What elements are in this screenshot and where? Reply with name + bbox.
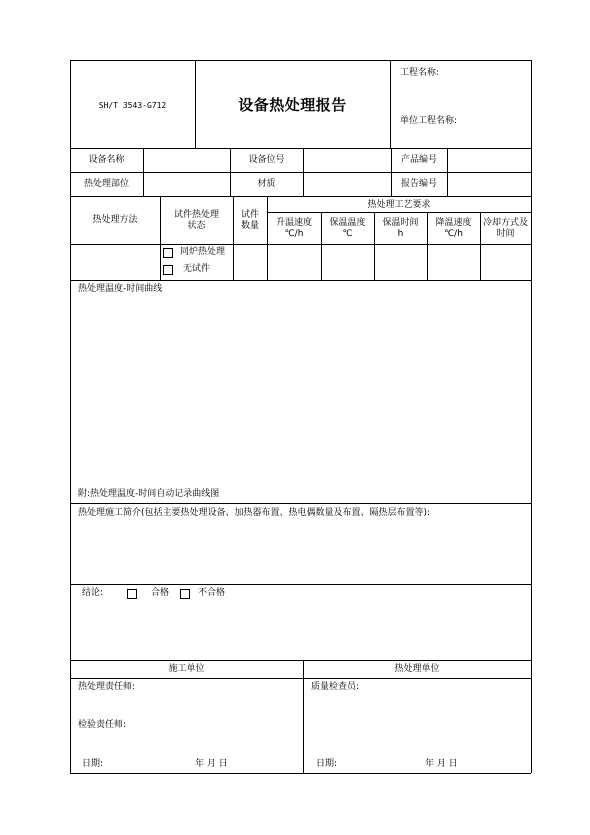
requirement-col-unit: 时间 (496, 229, 515, 239)
specimen-state-label: 状态 (187, 221, 206, 231)
row-line (267, 212, 531, 213)
curve-attachment: 附:热处理温度-时间自动记录曲线图 (78, 489, 220, 499)
equipment-name-label: 设备名称 (88, 155, 125, 165)
method-label: 热处理方法 (92, 215, 138, 225)
requirement-col-header: 保温温度 (329, 218, 366, 228)
specimen-qty-label: 数量 (240, 221, 259, 231)
unit-project-label: 单位工程名称: (400, 116, 458, 126)
standard-code: SH/T 3543-G712 (98, 101, 167, 110)
requirement-col-unit: ℃/h (284, 229, 304, 239)
requirement-col-header: 升温速度 (275, 218, 312, 228)
page-title: 设备热处理报告 (238, 96, 347, 114)
row-line (70, 503, 531, 504)
row-line (70, 584, 531, 585)
row-line (70, 660, 531, 661)
material-label: 材质 (257, 179, 276, 189)
quality-inspector-label: 质量检查员: (311, 682, 360, 692)
signature-divider (303, 660, 304, 773)
project-name-label: 工程名称: (400, 68, 440, 78)
header-divider-2 (390, 60, 391, 148)
fail-label: 不合格 (198, 588, 226, 598)
date-format-right: 年 月 日 (425, 759, 458, 769)
report-number-label: 报告编号 (400, 179, 437, 189)
row-line (70, 678, 531, 679)
process-col (233, 196, 234, 280)
product-number-label: 产品编号 (400, 155, 437, 165)
equipment-position-label: 设备位号 (248, 155, 285, 165)
date-label-right: 日期: (316, 759, 338, 769)
intro-label: 热处理施工简介(包括主要热处理设备、加热器布置、热电偶数量及布置、隔热层布置等): (78, 508, 431, 518)
requirement-col-header: 保温时间 (382, 218, 419, 228)
info-col (447, 148, 448, 196)
row-line (70, 244, 531, 245)
row-line (70, 280, 531, 281)
inspection-engineer-label: 检验责任师: (78, 720, 127, 730)
fail-checkbox[interactable] (180, 589, 190, 599)
specimen-state-label: 试件热处理 (173, 210, 219, 220)
info-col (143, 148, 144, 196)
furnace-option-label: 同炉热处理 (180, 247, 226, 257)
treatment-part-label: 热处理部位 (83, 179, 129, 189)
row-line (70, 196, 531, 197)
info-col (303, 148, 304, 196)
frame-bottom (70, 773, 531, 774)
pass-checkbox[interactable] (127, 589, 137, 599)
construction-unit-label: 施工单位 (168, 664, 205, 674)
pass-label: 合格 (151, 588, 170, 598)
heat-treatment-unit-label: 热处理单位 (394, 664, 440, 674)
date-format-left: 年 月 日 (195, 759, 228, 769)
requirement-col-header: 降温速度 (435, 218, 472, 228)
conclusion-label: 结论: (82, 588, 104, 598)
row-line (70, 172, 531, 173)
requirement-col-unit: ℃/h (444, 229, 463, 239)
process-col (160, 196, 161, 280)
furnace-checkbox[interactable] (163, 248, 173, 258)
heat-treatment-engineer-label: 热处理责任师: (78, 682, 136, 692)
row-line (70, 148, 531, 149)
requirement-col-header: 冷却方式及 (482, 218, 528, 228)
specimen-qty-label: 试件 (240, 210, 259, 220)
curve-label: 热处理温度-时间曲线 (78, 284, 163, 294)
no-specimen-label: 无试件 (183, 264, 211, 274)
frame-right (531, 60, 532, 773)
date-label-left: 日期: (82, 759, 104, 769)
frame-top (70, 60, 531, 61)
no-specimen-checkbox[interactable] (163, 265, 173, 275)
requirement-col-unit: ℃ (342, 229, 353, 239)
requirements-label: 热处理工艺要求 (367, 200, 431, 210)
requirement-col-unit: h (397, 229, 404, 239)
